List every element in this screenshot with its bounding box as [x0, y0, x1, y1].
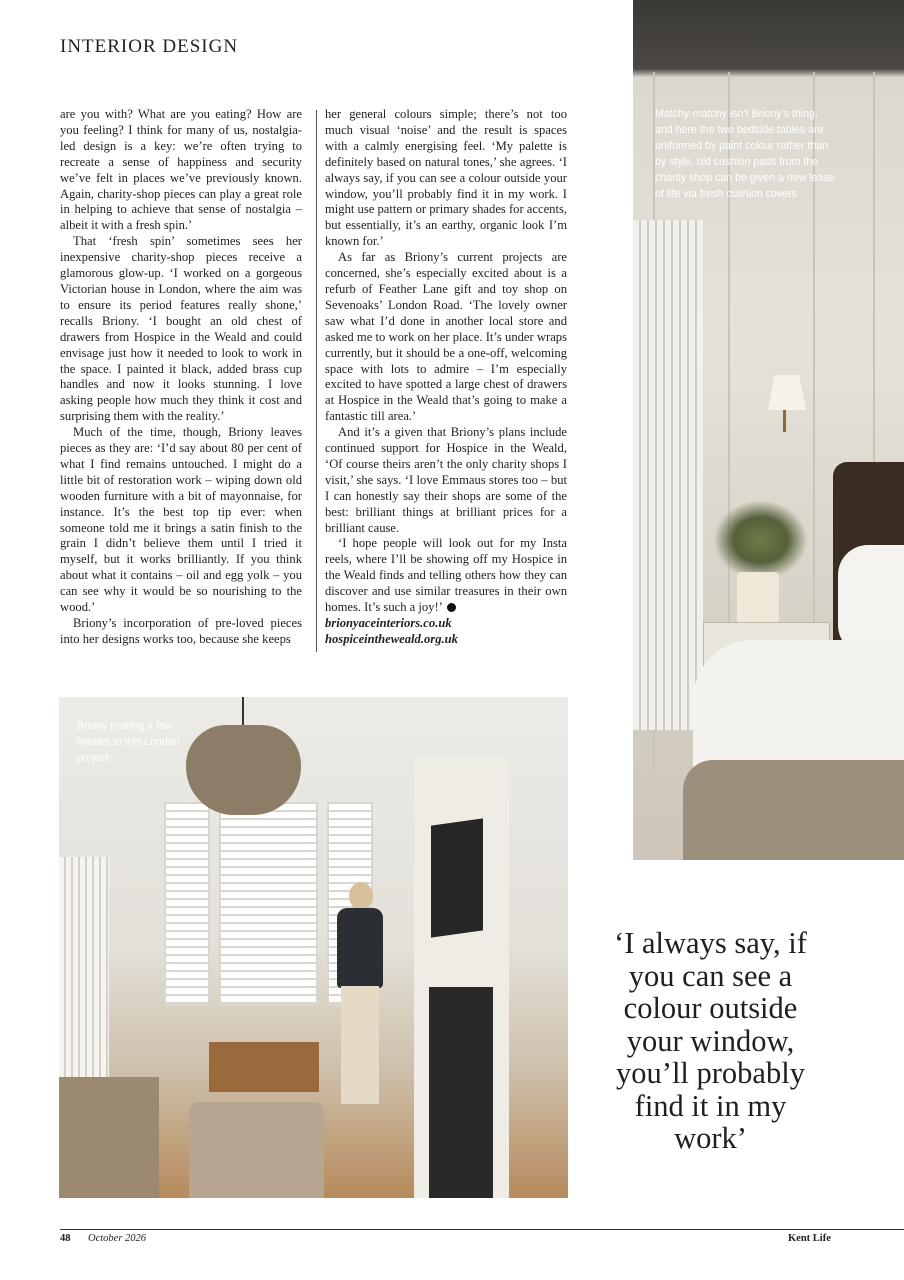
- plant-pot: [737, 572, 779, 624]
- article-paragraph-final: [325, 536, 567, 616]
- sofa: [59, 1077, 159, 1198]
- bed-throw: [683, 760, 904, 860]
- footer-rule: [60, 1229, 904, 1230]
- page-number: 48: [60, 1233, 71, 1244]
- wooden-chest: [209, 1042, 319, 1092]
- link-brionyaceinteriors[interactable]: brionyaceinteriors.co.uk: [325, 616, 452, 630]
- wall-lamp: [768, 375, 806, 410]
- pillow: [838, 545, 904, 655]
- radiator: [59, 857, 109, 1077]
- magazine-name: Kent Life: [788, 1233, 831, 1244]
- shutter-window: [219, 802, 318, 1006]
- column-divider: [316, 110, 317, 652]
- article-paragraph: her general colours simple; there’s not too much visual ‘noise’ and the result is spaces with a calmly energising feel. ‘My palette is definitely based on natural tones,’ she agrees. ‘I always say, if you can see a colour outside your window, you’ll probably find it in my work. I might use pattern or primary shades for accents, but essentially, it’s an earthy, organic look I’m known for.’: [325, 107, 567, 249]
- issue-date: October 2026: [88, 1233, 147, 1244]
- pendant-light: [186, 725, 301, 815]
- living-room-caption: Briony making a few tweaks to this London project: [77, 720, 180, 764]
- article-paragraph: Briony’s incorporation of pre-loved pieces into her designs works too, because she keeps: [60, 616, 302, 646]
- link-hospiceintheweald[interactable]: hospiceintheweald.org.uk: [325, 631, 458, 646]
- article-paragraph: Much of the time, though, Briony leaves pieces as they are: ‘I’d say about 80 per cent of what I find remains untouched. I might do a little bit of restoration work – wiping down old wooden furniture with a bit of mayonnaise, for instance. It’s the best top tip ever: when someone told me it brings a satin finish to the grain I didn’t believe them until I tried it myself, but it works brilliantly. If you think about what it contains – oil and egg yolk – you can see why it would be so nourishing to the wood.’: [60, 425, 302, 615]
- fireplace: [429, 987, 493, 1198]
- article-paragraph: That ‘fresh spin’ sometimes sees her inexpensive charity-shop pieces receive a glamorous glow-up. ‘I worked on a gorgeous Victorian house in London, where the aim was to ensure its period features really shone,’ recalls Briony. ‘I bought an old chest of drawers from Hospice in the Weald and could envisage just how it needed to look to work in the space. I painted it black, added brass cup handles and now it looks stunning. I love asking people how much they think it cost and surprising them with the reality.’: [60, 234, 302, 424]
- article-column-2: [325, 107, 567, 648]
- article-paragraph: As far as Briony’s current projects are concerned, she’s especially excited about is a refurb of Feather Lane gift and toy shop on Sevenoaks’ London Road. ‘The lovely owner saw what I’d done in another local store and asked me to work on her place. It’s under wraps currently, but it should be a one-off, welcoming space with lots to admire – I’m especially excited to have spotted a large chest of drawers at Hospice in the Weald that’s going to make a fantastic till area.’: [325, 250, 567, 424]
- end-mark-icon: [447, 603, 456, 612]
- person-torso: [337, 908, 383, 988]
- article-column-1: [60, 107, 302, 648]
- bedroom-caption: Matchy-matchy isn’t Briony’s thing, and here the two bedside tables are uniformed by paint colour rather than by style, old cushion pads from the charity shop can be given a new lease of life via fresh cushion covers: [655, 108, 835, 200]
- television: [431, 818, 483, 937]
- person-head: [349, 882, 373, 910]
- ottoman: [189, 1102, 324, 1198]
- article-paragraph: And it’s a given that Briony’s plans include continued support for Hospice in the Weald, ‘Of course theirs aren’t the only charity shops I visit,’ she says. ‘I love Emmaus stores too – but I can honestly say their shops are some of the best: brilliant things at brilliant prices for a brilliant cause.: [325, 425, 567, 535]
- living-room-photo: [59, 697, 568, 1198]
- pull-quote: ‘I always say, if you can see a colour outside your window, you’ll probably find it in my work’: [614, 926, 807, 1155]
- radiator: [633, 220, 703, 730]
- person-legs: [341, 986, 379, 1104]
- section-title: INTERIOR DESIGN: [60, 36, 239, 57]
- shutter-window: [164, 802, 210, 1006]
- wall-lamp-arm: [783, 410, 786, 432]
- article-paragraph: are you with? What are you eating? How are you feeling? I think for many of us, nostalgia-led design is a key: we’re often trying to recreate a sense of happiness and security we’ve felt in places we’ve previously known. Again, charity-shop pieces can play a great role in helping to achieve that sense of nostalgia – albeit it with a fresh spin.’: [60, 107, 302, 233]
- person: [329, 882, 394, 1112]
- plant: [713, 500, 808, 580]
- article-paragraph-text: ‘I hope people will look out for my Insta reels, where I’ll be showing off my Hospice in the Weald finds and telling others how they can discover and use similar treasures in their own homes. It’s such a joy!’: [325, 536, 567, 615]
- pendant-wire: [242, 697, 244, 727]
